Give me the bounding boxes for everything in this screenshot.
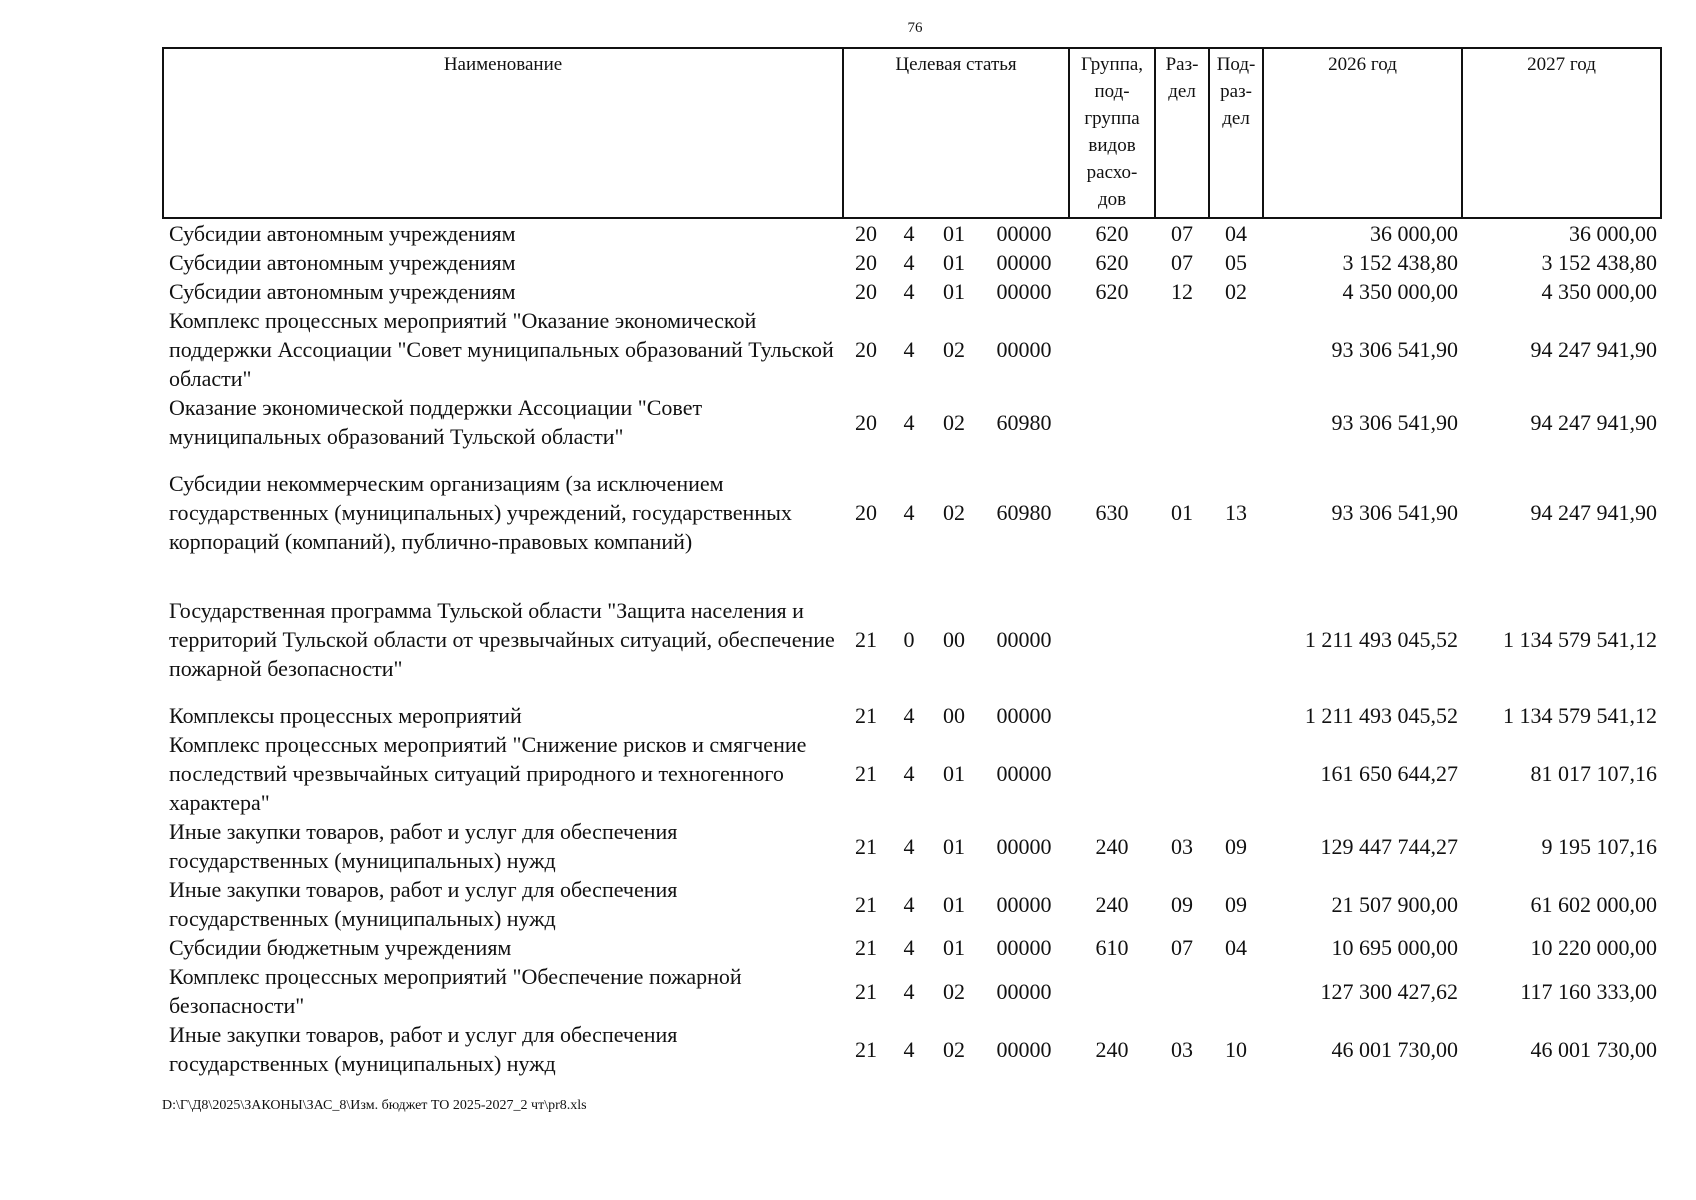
cell-section xyxy=(1155,701,1209,730)
table-row xyxy=(163,469,1661,556)
cell-expense-group: 630 xyxy=(1095,500,1129,525)
table-row xyxy=(163,218,1661,248)
cell-subprogram: 4 xyxy=(903,279,915,304)
table-header-row xyxy=(163,48,1661,218)
cell-name: Комплекс процессных мероприятий "Обеспечение пожарной безопасности" xyxy=(169,964,742,1018)
cell-program: 21 xyxy=(855,627,877,652)
cell-amount-2027: 117 160 333,00 xyxy=(1520,978,1658,1004)
cell-name: Иные закупки товаров, работ и услуг для обеспечения государственных (муниципальных) нужд xyxy=(169,877,678,931)
cell-subsection: 13 xyxy=(1225,500,1248,525)
cell-section: 07 xyxy=(1171,221,1194,246)
cell-expense-group: 240 xyxy=(1095,1036,1129,1062)
header-section: Раз-дел xyxy=(1155,48,1209,218)
cell-subsection xyxy=(1209,730,1263,817)
cell-amount-2026: 1 211 493 045,52 xyxy=(1304,703,1459,728)
cell-program: 20 xyxy=(855,250,877,275)
cell-program: 21 xyxy=(855,891,877,917)
cell-amount-2027: 1 134 579 541,12 xyxy=(1503,703,1658,728)
table-row xyxy=(163,962,1661,1020)
cell-subsection xyxy=(1209,393,1263,451)
cell-expense-group: 620 xyxy=(1095,221,1129,246)
cell-amount-2027: 61 602 000,00 xyxy=(1530,891,1658,917)
page-number: 76 xyxy=(907,20,923,36)
cell-amount-2026: 93 306 541,90 xyxy=(1331,500,1459,525)
cell-measure: 01 xyxy=(943,891,965,917)
cell-measure: 02 xyxy=(943,1036,965,1062)
cell-measure: 01 xyxy=(943,221,965,246)
cell-subprogram: 4 xyxy=(903,891,915,917)
cell-program: 20 xyxy=(855,279,877,304)
cell-name: Субсидии бюджетным учреждениям xyxy=(169,935,512,960)
cell-subprogram: 4 xyxy=(903,761,915,786)
cell-amount-2027: 94 247 941,90 xyxy=(1530,409,1658,435)
cell-name: Оказание экономической поддержки Ассоциации "Совет муниципальных образований Тульской области" xyxy=(169,395,703,449)
cell-section: 01 xyxy=(1171,500,1194,525)
cell-program: 20 xyxy=(855,337,877,362)
cell-section xyxy=(1155,730,1209,817)
cell-subsection xyxy=(1209,962,1263,1020)
cell-amount-2027: 9 195 107,16 xyxy=(1541,833,1658,859)
footer-file-path: D:\Г\Д8\2025\ЗАКОНЫ\ЗАС_8\Изм. бюджет ТО 2025-2027_2 чт\pr8.xls xyxy=(162,1098,587,1113)
cell-direction: 00000 xyxy=(996,891,1052,917)
cell-measure: 02 xyxy=(943,409,965,435)
cell-amount-2026: 93 306 541,90 xyxy=(1331,409,1459,435)
cell-program: 20 xyxy=(855,221,877,246)
cell-direction: 00000 xyxy=(996,1036,1052,1062)
cell-direction: 00000 xyxy=(996,221,1052,246)
spacer-cell xyxy=(163,683,1661,701)
cell-measure: 02 xyxy=(943,500,965,525)
cell-subprogram: 4 xyxy=(903,409,915,435)
cell-direction: 60980 xyxy=(996,500,1052,525)
cell-section: 03 xyxy=(1171,1036,1194,1062)
cell-section xyxy=(1155,306,1209,393)
cell-amount-2026: 1 211 493 045,52 xyxy=(1304,627,1459,652)
cell-direction: 00000 xyxy=(996,337,1052,362)
cell-program: 21 xyxy=(855,833,877,859)
cell-expense-group: 620 xyxy=(1095,250,1129,275)
cell-name: Субсидии автономным учреждениям xyxy=(169,279,516,304)
cell-section: 07 xyxy=(1171,935,1194,960)
cell-name: Иные закупки товаров, работ и услуг для обеспечения государственных (муниципальных) нужд xyxy=(169,1022,678,1076)
cell-expense-group: 620 xyxy=(1095,279,1129,304)
cell-subsection: 04 xyxy=(1225,221,1248,246)
cell-amount-2027: 46 001 730,00 xyxy=(1530,1036,1658,1062)
cell-measure: 00 xyxy=(943,703,965,728)
cell-direction: 00000 xyxy=(996,935,1052,960)
cell-subprogram: 4 xyxy=(903,500,915,525)
cell-name: Субсидии автономным учреждениям xyxy=(169,250,516,275)
cell-measure: 01 xyxy=(943,833,965,859)
cell-program: 20 xyxy=(855,409,877,435)
cell-expense-group xyxy=(1069,393,1155,451)
cell-section xyxy=(1155,596,1209,683)
cell-amount-2027: 4 350 000,00 xyxy=(1541,279,1658,304)
cell-subsection: 09 xyxy=(1225,833,1248,859)
table-row xyxy=(163,817,1661,875)
row-spacer xyxy=(163,683,1661,701)
table-row xyxy=(163,393,1661,451)
cell-subsection: 09 xyxy=(1225,891,1248,917)
cell-direction: 00000 xyxy=(996,279,1052,304)
cell-name: Государственная программа Тульской области "Защита населения и территорий Тульской области от чрезвычайных ситуаций, обеспечение пожарной безопасности" xyxy=(169,598,835,681)
cell-direction: 00000 xyxy=(996,978,1052,1004)
cell-subsection: 10 xyxy=(1225,1036,1248,1062)
cell-expense-group xyxy=(1069,730,1155,817)
cell-measure: 01 xyxy=(943,761,965,786)
budget-table xyxy=(162,47,1662,1078)
cell-direction: 00000 xyxy=(996,761,1052,786)
cell-name: Иные закупки товаров, работ и услуг для обеспечения государственных (муниципальных) нужд xyxy=(169,819,678,873)
cell-subsection xyxy=(1209,306,1263,393)
cell-subsection: 05 xyxy=(1225,250,1248,275)
cell-program: 20 xyxy=(855,500,877,525)
table-row xyxy=(163,1020,1661,1078)
table-body xyxy=(163,218,1661,1078)
cell-name: Субсидии автономным учреждениям xyxy=(169,221,516,246)
cell-subsection: 02 xyxy=(1225,279,1248,304)
cell-name: Комплекс процессных мероприятий "Оказание экономической поддержки Ассоциации "Совет муниципальных образований Тульской области" xyxy=(169,308,834,391)
cell-amount-2027: 10 220 000,00 xyxy=(1530,935,1658,960)
cell-subsection xyxy=(1209,701,1263,730)
header-year-2027: 2027 год xyxy=(1462,48,1661,218)
cell-measure: 01 xyxy=(943,279,965,304)
row-spacer xyxy=(163,556,1661,596)
cell-program: 21 xyxy=(855,978,877,1004)
cell-section xyxy=(1155,393,1209,451)
cell-subsection: 04 xyxy=(1225,935,1248,960)
cell-amount-2027: 36 000,00 xyxy=(1569,221,1658,246)
cell-section: 03 xyxy=(1171,833,1194,859)
cell-subprogram: 4 xyxy=(903,703,915,728)
cell-program: 21 xyxy=(855,703,877,728)
cell-subprogram: 0 xyxy=(903,627,915,652)
table-row xyxy=(163,277,1661,306)
table-row xyxy=(163,248,1661,277)
cell-expense-group: 240 xyxy=(1095,891,1129,917)
header-subsection: Под-раз-дел xyxy=(1209,48,1263,218)
cell-expense-group: 610 xyxy=(1095,935,1129,960)
cell-amount-2027: 94 247 941,90 xyxy=(1530,337,1658,362)
cell-program: 21 xyxy=(855,761,877,786)
cell-amount-2027: 1 134 579 541,12 xyxy=(1503,627,1658,652)
cell-section xyxy=(1155,962,1209,1020)
cell-direction: 00000 xyxy=(996,833,1052,859)
cell-expense-group: 240 xyxy=(1095,833,1129,859)
table-row xyxy=(163,933,1661,962)
cell-name: Комплекс процессных мероприятий "Снижение рисков и смягчение последствий чрезвычайных ситуаций природного и техногенного характера" xyxy=(169,732,807,815)
cell-subprogram: 4 xyxy=(903,250,915,275)
header-year-2026: 2026 год xyxy=(1263,48,1462,218)
cell-expense-group xyxy=(1069,306,1155,393)
cell-subprogram: 4 xyxy=(903,1036,915,1062)
cell-amount-2026: 21 507 900,00 xyxy=(1331,891,1459,917)
cell-measure: 01 xyxy=(943,935,965,960)
cell-subprogram: 4 xyxy=(903,935,915,960)
cell-amount-2026: 4 350 000,00 xyxy=(1342,279,1459,304)
table-row xyxy=(163,875,1661,933)
spacer-cell xyxy=(163,556,1661,596)
cell-amount-2027: 81 017 107,16 xyxy=(1530,761,1658,786)
header-target-article: Целевая статья xyxy=(843,48,1069,218)
cell-name: Комплексы процессных мероприятий xyxy=(169,703,522,728)
cell-expense-group xyxy=(1069,701,1155,730)
cell-expense-group xyxy=(1069,962,1155,1020)
table-row xyxy=(163,306,1661,393)
cell-measure: 02 xyxy=(943,978,965,1004)
header-name: Наименование xyxy=(163,48,843,218)
cell-measure: 02 xyxy=(943,337,965,362)
cell-amount-2026: 127 300 427,62 xyxy=(1320,978,1459,1004)
cell-amount-2026: 129 447 744,27 xyxy=(1320,833,1459,859)
cell-direction: 60980 xyxy=(996,409,1052,435)
cell-subprogram: 4 xyxy=(903,978,915,1004)
cell-measure: 01 xyxy=(943,250,965,275)
cell-subsection xyxy=(1209,596,1263,683)
cell-section: 12 xyxy=(1171,279,1194,304)
cell-name: Субсидии некоммерческим организациям (за исключением государственных (муниципальных) учреждений, государственных корпораций (компаний), публично-правовых компаний) xyxy=(169,471,792,554)
cell-section: 09 xyxy=(1171,891,1194,917)
cell-amount-2026: 10 695 000,00 xyxy=(1331,935,1459,960)
cell-expense-group xyxy=(1069,596,1155,683)
cell-program: 21 xyxy=(855,935,877,960)
cell-subprogram: 4 xyxy=(903,221,915,246)
header-expense-group: Группа, под-группа видов расхо-дов xyxy=(1069,48,1155,218)
cell-amount-2026: 36 000,00 xyxy=(1370,221,1459,246)
table-row xyxy=(163,596,1661,683)
row-spacer xyxy=(163,451,1661,469)
cell-amount-2026: 93 306 541,90 xyxy=(1331,337,1459,362)
cell-section: 07 xyxy=(1171,250,1194,275)
cell-amount-2027: 94 247 941,90 xyxy=(1530,500,1658,525)
cell-measure: 00 xyxy=(943,627,965,652)
cell-direction: 00000 xyxy=(996,250,1052,275)
cell-direction: 00000 xyxy=(996,627,1052,652)
cell-subprogram: 4 xyxy=(903,337,915,362)
spacer-cell xyxy=(163,451,1661,469)
cell-amount-2026: 46 001 730,00 xyxy=(1331,1036,1459,1062)
cell-amount-2026: 161 650 644,27 xyxy=(1320,761,1459,786)
table-row xyxy=(163,701,1661,730)
cell-amount-2027: 3 152 438,80 xyxy=(1541,250,1658,275)
cell-program: 21 xyxy=(855,1036,877,1062)
cell-amount-2026: 3 152 438,80 xyxy=(1342,250,1459,275)
cell-direction: 00000 xyxy=(996,703,1052,728)
cell-subprogram: 4 xyxy=(903,833,915,859)
table-row xyxy=(163,730,1661,817)
